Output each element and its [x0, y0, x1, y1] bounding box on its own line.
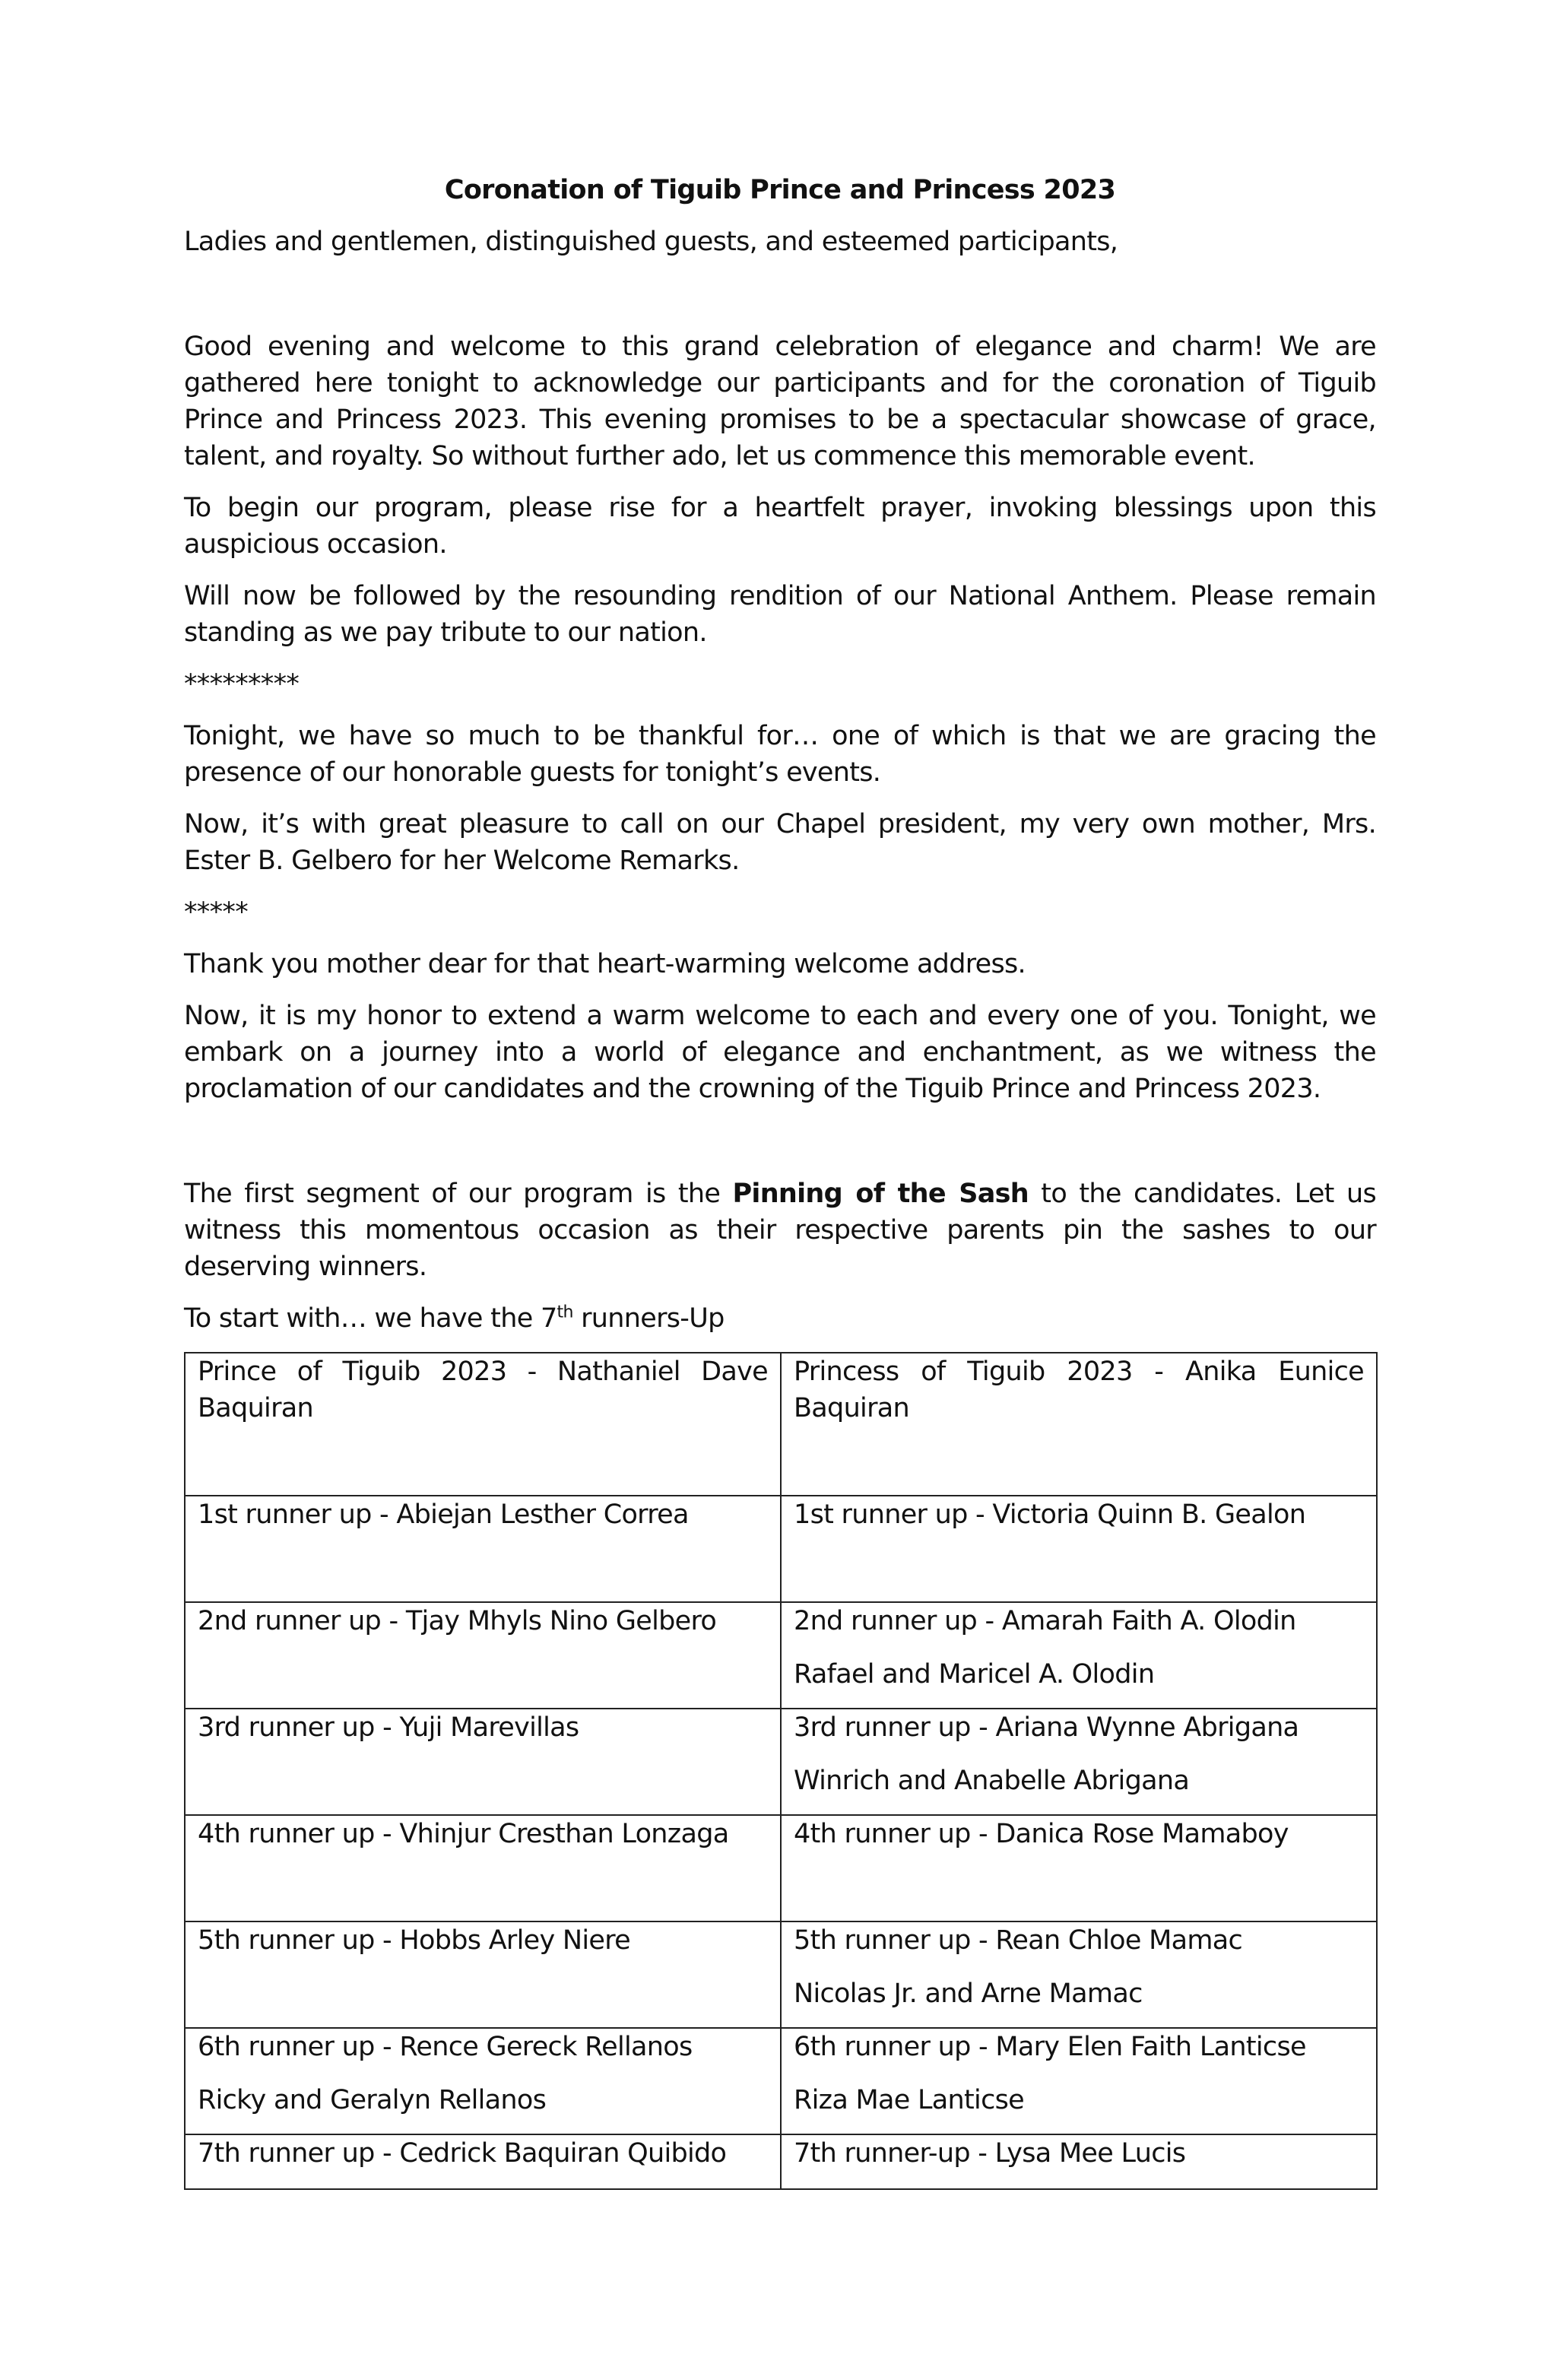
separator-stars: ********* — [184, 669, 300, 700]
start-superscript: th — [557, 1303, 573, 1322]
segment-text-after: to the candidates. Let us witness this momentous occasion as their respective parents pin the sashes to our deserving winners. — [184, 1179, 1376, 1282]
paragraph-anthem: Will now be followed by the resounding rendition of our National Anthem. Please remain standing as we pay tribute to our nation. — [184, 581, 1376, 648]
princess-cell-line: 1st runner up - Victoria Quinn B. Gealon — [794, 1499, 1306, 1530]
princess-cell-line: 2nd runner up - Amarah Faith A. Olodin — [794, 1606, 1296, 1636]
start-text-before: To start with… we have the 7 — [184, 1303, 557, 1334]
paragraph-welcome: Good evening and welcome to this grand celebration of elegance and charm! We are gathered here tonight to acknowledge our participants and for the coronation of Tiguib Prince and Princess 2023. This evening promises to be a spectacular showcase of grace, talent, and royalty. So without further ado, let us commence this memorable event. — [184, 332, 1376, 471]
paragraph-thankful: Tonight, we have so much to be thankful for… one of which is that we are gracing the presence of our honorable guests for tonight’s events. — [184, 721, 1376, 788]
princess-cell-line: Nicolas Jr. and Arne Mamac — [794, 1979, 1143, 2009]
princess-cell-line: Winrich and Anabelle Abrigana — [794, 1766, 1190, 1796]
princess-cell-line: Princess of Tiguib 2023 - Anika Eunice Baquiran — [794, 1357, 1364, 1423]
prince-cell-line: Ricky and Geralyn Rellanos — [198, 2085, 547, 2115]
prince-cell — [185, 1602, 781, 1709]
document-title: Coronation of Tiguib Prince and Princess 2023 — [444, 175, 1116, 205]
prince-cell-line: 3rd runner up - Yuji Marevillas — [198, 1712, 579, 1743]
princess-cell — [781, 1815, 1377, 1921]
start-text-after: runners-Up — [572, 1303, 725, 1334]
prince-cell — [185, 1709, 781, 1815]
table-row — [185, 1815, 1377, 1921]
prince-cell-line: 2nd runner up - Tjay Mhyls Nino Gelbero — [198, 1606, 717, 1636]
prince-cell — [185, 2134, 781, 2189]
princess-cell — [781, 1921, 1377, 2028]
prince-cell — [185, 1815, 781, 1921]
princess-cell — [781, 1353, 1377, 1496]
paragraph-honor: Now, it is my honor to extend a warm welcome to each and every one of you. Tonight, we embark on a journey into a world of elegance and enchantment, as we witness the proclamation of our candidates and the crowning of the Tiguib Prince and Princess 2023. — [184, 1001, 1376, 1104]
candidates-table-body — [185, 1353, 1377, 2189]
table-row — [185, 2028, 1377, 2134]
segment-text-bold: Pinning of the Sash — [732, 1179, 1029, 1209]
salutation: Ladies and gentlemen, distinguished guests, and esteemed participants, — [184, 227, 1118, 257]
princess-cell-line: 7th runner-up - Lysa Mee Lucis — [794, 2138, 1186, 2169]
prince-cell — [185, 1921, 781, 2028]
princess-cell-line: 4th runner up - Danica Rose Mamaboy — [794, 1819, 1289, 1849]
segment-text-before: The first segment of our program is the — [184, 1179, 733, 1209]
table-row — [185, 2134, 1377, 2189]
princess-cell — [781, 2028, 1377, 2134]
table-row — [185, 1496, 1377, 1602]
candidates-table — [184, 1352, 1378, 2190]
princess-cell-line: 5th runner up - Rean Chloe Mamac — [794, 1925, 1243, 1956]
document-page — [184, 172, 1376, 2190]
prince-cell-line: 7th runner up - Cedrick Baquiran Quibido — [198, 2138, 727, 2169]
prince-cell-line: 5th runner up - Hobbs Arley Niere — [198, 1925, 631, 1956]
prince-cell — [185, 1496, 781, 1602]
princess-cell — [781, 1709, 1377, 1815]
prince-cell-line: 1st runner up - Abiejan Lesther Correa — [198, 1499, 689, 1530]
princess-cell-line: Rafael and Maricel A. Olodin — [794, 1659, 1155, 1690]
separator-stars-short: ***** — [184, 897, 249, 928]
prince-cell-line: 4th runner up - Vhinjur Cresthan Lonzaga — [198, 1819, 729, 1849]
princess-cell — [781, 2134, 1377, 2189]
princess-cell-line: Riza Mae Lanticse — [794, 2085, 1024, 2115]
princess-cell — [781, 1602, 1377, 1709]
table-row — [185, 1921, 1377, 2028]
paragraph-segment — [184, 1176, 1376, 1285]
paragraph-thanks-mother: Thank you mother dear for that heart-warming welcome address. — [184, 949, 1026, 979]
paragraph-start — [184, 1300, 1376, 1337]
prince-cell — [185, 2028, 781, 2134]
princess-cell-line: 3rd runner up - Ariana Wynne Abrigana — [794, 1712, 1299, 1743]
table-row — [185, 1353, 1377, 1496]
prince-cell-line: Prince of Tiguib 2023 - Nathaniel Dave Baquiran — [198, 1357, 768, 1423]
prince-cell — [185, 1353, 781, 1496]
table-row — [185, 1709, 1377, 1815]
princess-cell — [781, 1496, 1377, 1602]
paragraph-prayer: To begin our program, please rise for a heartfelt prayer, invoking blessings upon this auspicious occasion. — [184, 493, 1376, 560]
paragraph-president: Now, it’s with great pleasure to call on our Chapel president, my very own mother, Mrs. Ester B. Gelbero for her Welcome Remarks. — [184, 809, 1376, 876]
prince-cell-line: 6th runner up - Rence Gereck Rellanos — [198, 2032, 693, 2062]
princess-cell-line: 6th runner up - Mary Elen Faith Lanticse — [794, 2032, 1306, 2062]
table-row — [185, 1602, 1377, 1709]
